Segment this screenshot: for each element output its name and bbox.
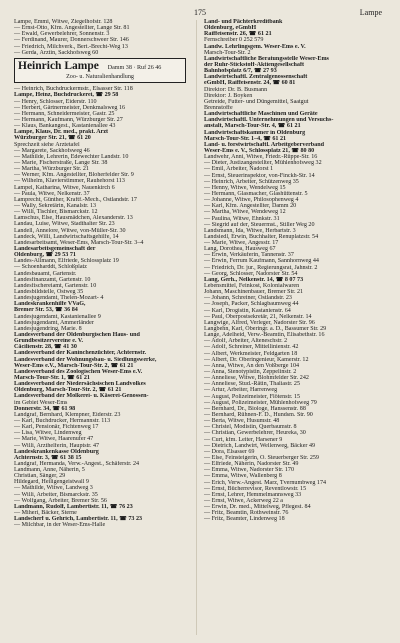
directory-entry: Landes-Allmann, Elfriede, Schlossplatz 19 [14,258,119,265]
directory-entry: Landwirtschaftliche Beratungsstelle Weser-Ems [204,55,329,62]
directory-entry: — Anneliese, Witwe, Blohmfelder Str. 242 [204,375,309,382]
directory-entry: Lampe, Emmi, Witwe, Ziegelhofstr. 128 [14,19,113,25]
directory-entry: Marsch-Tour-Str. 1–4, ☎ 61 21 [204,135,287,142]
ad-business-name: Heinrich Lampe [18,59,99,72]
directory-entry: — Fritz, Beamter, Lindenweg 18 [204,516,285,523]
directory-entry: — Hermann, Schneidermeister, Gastr. 25 [14,110,115,117]
directory-entry: Oldenburg, Marsch-Tour-Str. 2, ☎ 61 21 [14,387,122,394]
directory-entry: Christian, Sänger, 29 [14,473,66,480]
directory-entry: — Heinrich, Buchdruckermstr., Elsasser Str. 118 [14,86,133,93]
directory-entry: Landesfischereiamt, Gartenstr. 10 [14,282,97,289]
directory-entry: — Henry, Schlosser, Eiderstr. 110 [14,98,97,105]
directory-entry: — Ernst, Witwe, Ackerweg 22 a [204,497,284,504]
directory-entry: — Anneliese, Stud.-Rätin, Thaliastr. 25 [204,381,301,388]
directory-entry: Landmann, Anne, Näherin, 5 [14,467,85,474]
directory-entry: — Martha, Witwe, Wendeweg 12 [204,209,286,216]
directory-entry: Donnerstr. 34, ☎ 61 98 [14,405,76,412]
directory-entry: — Christel, Modistin, Querbaumstr. 8 [204,424,297,431]
directory-entry: Land- und Pächterkreditbank [204,19,283,25]
directory-entry: Grundbesitzervereine e. V. [14,338,84,345]
directory-entry: — Ernst, Lehrer, Hemmelmannsweg 33 [204,491,302,498]
directory-entry: Landau, Luise, Witwe, Stadthalter Str. 23 [14,221,115,228]
directory-entry: — Wilhelm, Klavierstimmer, Rauhehorst 113 [14,178,125,185]
directory-entry: Lang, Dorothea, Hausweg 67 [204,246,276,253]
directory-entry: Sprechzeit siehe Ärztetafel [14,141,80,148]
directory-entry: — Bernhard, Rühnen-F. D., Hundsm. Str. 90 [204,412,313,418]
directory-entry: — Hermann, Glasmacher, Glashüttenstr. 5 [204,190,308,197]
directory-entry: — Lisa, Witwe, Lindenweg [14,430,82,437]
directory-entry: Würzburger Str. 21, ☎ 61 20 [14,135,91,142]
directory-entry: im Gebiet Weser-Ems [14,399,68,406]
directory-entry: — Elfriede, Näherin, Nadorster Str. 49 [204,461,299,468]
directory-entry: Landesjugendamt, Thelen-Mozart- 4 [14,295,104,302]
directory-entry: Lang, Gerh., Nelkenstr. 14, ☎ 8 07 73 [204,276,304,283]
directory-entry: — Karl, Pensionär, Fichtenweg 17 [14,424,99,431]
directory-entry: — Marie, Witwe, Angesstr. 17 [204,240,279,247]
directory-entry: — August, Polizeimeister, Flötenstr. 15 [204,393,301,400]
left-top-entries [14,19,186,56]
directory-entry: — Heinrich, Arbeiter, Schützenweg 35 [204,178,299,185]
directory-entry: — Adolf, Schreiner, Mittellinienstr. 42 [204,344,299,351]
directory-entry: — Erwin, Ferrum Kaufmann, Sannhornweg 44 [204,258,319,265]
directory-entry: — Paulina, Witwe, Ehnkstr. 31 [204,215,280,222]
directory-entry: Lampe, Klaus, Dr. med., prakt. Arzt [14,129,109,136]
directory-entry: Lampe, Heinz, Buchdruckerei, ☎ 29 58 [14,92,119,99]
directory-entry: Landgraf, Hermanda, Verw.-Angest., Schäferstr. 24 [14,460,140,467]
directory-entry: Brennstoffe [204,104,233,111]
directory-entry: Lamprecht, Günther, Kraftf.-Mech., Ostlandstr. 17 [14,196,137,203]
directory-entry: — Friedrich, Milchverk., Bert.-Brecht-Weg 13 [14,43,128,50]
directory-entry: Raiffeisenstr. 26, ☎ 61 21 [204,31,272,38]
directory-entry: Weser-Ems e. V., Schlossplatz 21, ☎ 80 80 [204,147,315,154]
directory-entry: — Ernst-Otto, Kfm. Angestellter, Lange Str. 81 [14,25,130,32]
directory-entry: anstalt, Marsch-Tour-Str. 4, ☎ 61 21 [204,123,301,130]
directory-entry: — Erwin, Verkäuferin, Tannenstr. 37 [204,252,294,259]
directory-entry: — Mathilde, Witwe, Landweg 3 [14,485,93,492]
directory-entry: Landesarbeitsamt, Weser-Ems, Marsch-Tour-Str. 3–4 [14,239,144,246]
directory-entry: — Milchbar, in der Weser-Ems-Halle [14,522,106,529]
directory-entry: Landscherf u. Gehrich, Lambertistr. 11, ☎ 73 23 [14,516,143,523]
directory-entry: Landsmann, Ida, Witwe, Herbartstr. 3 [204,227,296,234]
page-number: 175 [194,8,206,17]
directory-entry: — Siegrid auf der, Steuermst., Stiller Weg 20 [204,221,315,228]
directory-entry: — Klaus, Bankangest., Kastanienallee 43 [14,123,116,130]
directory-entry: — Karl, Buchdrucker, Hermannstr. 113 [14,417,111,424]
directory-entry: — Curt, kfm. Leiter, Harsener 9 [204,436,283,443]
directory-entry: Landesjugendring, Marie. 8 [14,325,82,332]
directory-entry: Landesverband der Oldenburgischen Haus- und [14,331,140,338]
directory-entry: Landeskrankenhilfe VVaG, [14,301,86,308]
directory-entry: Weser-Ems e.V., Marsch-Tour-Str. 2, ☎ 61 21 [14,362,134,369]
directory-entry: — Willi, Arbeiter, Bismarckstr. 35 [14,491,98,498]
directory-entry: Cäcilienstr. 28, ☎ 41 30 [14,344,77,351]
directory-entry: Landeskrankenkasse Oldenburg [14,448,99,455]
directory-entry: — Anna, Witwe, An den Voßberge 104 [204,362,300,369]
directory-entry: — Wally, Sekretärin, Kanalstr. 13 [14,203,97,210]
directory-entry: — Wolfgang, Arbeiter, Bremer Str. 56 [14,497,107,504]
directory-entry: — Friedrich, Dr. jur., Regierungsrat, Jahnstr. 2 [204,264,318,271]
directory-entry: Landesarbeitsgemeinschaft der [14,246,96,252]
directory-entry: Hildegard, Heiligengeistwall 9 [14,479,89,486]
directory-entry: Landwehr, Anni, Witwe, Friedr.-Rüppe-Str. 16 [204,154,318,161]
right-entries [204,19,376,523]
directory-entry: eGmbH, Raiffeisenstr. 24, ☎ 60 81 [204,80,296,87]
directory-entry: — Schoenharddt, Schloßplatz [14,264,87,271]
directory-entry: — Albert, Werkmeister, Feldgarten 18 [204,350,298,357]
directory-entry: Oldenburg, ☎ 29 53 71 [14,252,76,259]
directory-entry: Fernschreiber 0 252 579 [204,37,264,44]
directory-entry: Landesverband der Wohnungsbau- u. Siedlungswerke, [14,356,157,363]
directory-entry: — Herbert, Gärtnermeister, Denkmalsweg 16 [14,104,126,111]
directory-entry: Getreide, Futter- und Düngemittel, Saatgut [204,98,309,105]
directory-entry: — Margarete, Sackhofsweg 46 [14,147,90,154]
directory-entry: Landesjugendamt, Ammerländer [14,319,94,326]
directory-entry: Oldenburg, eGmbH [204,25,257,32]
directory-entry: Landeck, Willi, Landwirtschaftsgehilfe, 14 [14,233,119,240]
directory-entry: — Karl, Drogistin, Kastanienstr. 64 [204,307,291,314]
directory-entry: — Erich, Verw.-Angest. Marz, Tvernumbweg 174 [204,479,327,486]
directory-entry: — Ferdinand, Maurer, Donnerschweer Str. 146 [14,37,129,44]
directory-entry: Marsch-Tour-Str. 1, ☎ 61 21 [14,374,90,381]
directory-entry: Lampel, Katharina, Witwe, Nauenkirch 6 [14,184,115,191]
directory-entry: Land- u. forstwirtschaftl. Arbeitgeberverband [204,141,325,148]
directory-entry: Landesbauamt, Gartenstr. [14,270,77,277]
directory-entry: Landesjugendamt, Kastanienallee 9 [14,313,101,320]
directory-entry: — Emma, Witwe, Nadorster Str. 170 [204,467,295,474]
directory-entry: — Ernst, Steuerinspektor, von-Finckh-Str. 14 [204,172,315,179]
directory-entry: Landesverband des Zoologischen Weser-Ems e.V. [14,368,143,375]
directory-entry: — Marie, Witwe, Haarenufer 47 [14,436,94,443]
directory-entry: Landwirtschaftliche Maschinen und Geräte [204,111,318,118]
directory-entry: — Dieter, Justizangestellter, Mühlenhofsweg 32 [204,160,322,167]
directory-entry: Johann, Maschinenbauer, Bremer Str. 21 [204,289,304,296]
directory-entry: Landsiedl, Erwin, Buchhalter, Renuplatzstr. 54 [204,233,319,240]
directory-entry: — Bernhard, Dr., Biologe, Hanssenstr. 88 [204,405,306,412]
directory-entry: Landell, Annelore, Witwe, von-Müller-Str. 30 [14,227,126,234]
directory-entry: Lebensmittel, Feinkost, Kolonialwaren [204,283,300,290]
directory-entry: — Miheri, Bäcker, Sterne [14,510,77,517]
directory-entry: Landwirtschaftskammer in Oldenburg [204,129,306,136]
directory-entry: Marsch-Tour-Str. 2 [204,49,251,56]
advertisement-box [14,58,186,84]
directory-entry: — Joseph, Packer, Schlagbaumweg 44 [204,301,299,308]
directory-entry: der Ruhr-Stickstoff-Aktiengesellschaft [204,61,305,68]
directory-entry: — Albert, Dr. Oberingenieur, Kamerstr. 12 [204,356,309,363]
directory-entry: Lamschus, Else, Hausmädchen, Alexanderstr. 13 [14,215,133,222]
directory-entry: Landesverband der Niedersächsischen Landvolkes [14,381,146,388]
directory-entry: — Berta, Witwe, Husumstr. 48 [204,418,280,425]
directory-entry: — Emma, Witwe, Wallenberg 8 [204,473,282,480]
directory-entry: Landgraf, Bernhard, Klempner, Eiderstr. 23 [14,411,121,418]
directory-entry: Landesverband der Kaninchenzüchter, Achternstr. [14,350,146,357]
directory-entry: — Dora, Elsasser 69 [204,448,255,455]
directory-entry: — Marie, Fischerstraße, Lange Str. 38 [14,160,108,167]
directory-entry: — August, Polizeimeister, Mühlenhofsweg 79 [204,399,317,406]
directory-entry: Landwirtschaftl. Zentralgenossenschaft [204,74,308,81]
directory-entry: — Willi, Arzthelferin, Hauptstr. 47 [14,442,100,449]
directory-entry: Landesfinanzamt, Gartenstr. 10 [14,276,91,283]
directory-entry: — Johanne, Witwe, Philosophenweg 4 [204,197,299,204]
directory-entry: Landesbildstelle, Ostweg 35 [14,288,84,295]
directory-entry: — Erwin, Dr. med., Mittelweg, Pflegest. 84 [204,504,311,511]
directory-entry: Direktor: J. Boyken [204,92,253,99]
running-head: Lampe [359,8,382,17]
directory-entry: — Emil, Arbeiter, Nadorst 1 [204,166,274,173]
directory-entry: Langbehn, Karl, Oberingr. a. D., Bassumer Str. 29 [204,326,327,333]
directory-entry: — Paula, Witwe, Nelkenstr. 37 [14,190,90,197]
directory-entry: — Artur, Arbeiter, Harrenweg [204,387,278,394]
directory-entry: — Anna, Stenotypistin, Zeppelinstr. 2 [204,369,297,376]
directory-entry: Landwirtschaftl. Unternehmungen und Versuchs- [204,117,334,124]
directory-entry: Landw. Lehrlingsgem. Weser-Ems e. V. [204,43,306,50]
directory-entry: — Willi, Tischler, Bismarckstr. 12 [14,209,98,216]
directory-entry: — Georg, Schlosser, Nadorster Str. 54 [204,270,298,277]
left-bottom-entries [14,86,186,528]
ad-address: Damm 38 · Ruf 26 46 [107,64,162,71]
directory-entry: — Johann, Schreiner, Ostlandstr. 23 [204,295,292,302]
directory-entry: — Gerda, Ärztin, Sackhofsweg 60 [14,49,99,56]
right-column [204,19,376,523]
directory-entry: — Hermann, Kaufmann, Würzburger Str. 27 [14,117,123,124]
directory-entry: Bahnhofsplatz 6/7, ☎ 27 93 [204,68,277,75]
directory-entry: — Ewald, Gewerbelehrer, Sonnenstr. 3 [14,31,110,38]
directory-entry: Direktor: Dr. B. Busmann [204,86,268,93]
directory-entry: — Mathilde, Lehrerin, Edewechter Landstr. 10 [14,153,129,160]
directory-entry: — Werner, Kfm. Angestellter, Bloherfelder Str. 9 [14,172,134,179]
directory-entry: Bremer Str. 53, ☎ 36 84 [14,307,78,314]
directory-entry: — Christian, Gewerbelehrer, Heureka, 30 [204,430,306,437]
directory-entry: Lange, Adelheid, Verw.-Beamtin, Elisabethstr. 16 [204,332,325,339]
directory-entry: — Paul, Oberpostsekretär, 21, Nelkenstr. 14 [204,313,312,320]
column-divider [196,20,197,635]
directory-entry: Achternstr. 3, ☎ 61 38 15 [14,454,82,461]
directory-entry: — Karl, Kfm. Angestellter, Damm 20 [204,203,297,210]
directory-entry: — Ernst, Bücherrevisor, Reventlowstr. 15 [204,485,307,492]
directory-entry: — Adolf, Arbeiter, Alteneschstr. 2 [204,338,288,345]
ad-subtitle: Zoo- u. Naturalienhandlung [66,73,134,80]
left-column [14,19,186,528]
directory-entry: Langwige, Alfred, Verleger, Nadorster Str. 96 [204,319,315,326]
directory-entry: Landmann, Rudolf, Lambertistr. 11, ☎ 76 23 [14,503,133,510]
directory-entry: — Else, Feinsteigerin, O. Steuerberger Str. 259 [204,454,319,461]
directory-entry: Landesverband der Molkerei- u. Käserei-Genossen- [14,393,149,400]
directory-entry: — Henny, Witwe, Wendelweg 15 [204,184,286,191]
directory-entry: — Martha, Würzburger Str. 21 [14,166,89,173]
directory-entry: — Dietrich, Landwirt, Wellenweg, Bäcker 49 [204,442,316,449]
directory-entry: — Fritz, Beamtin, Rothweinstr. 76 [204,510,289,517]
